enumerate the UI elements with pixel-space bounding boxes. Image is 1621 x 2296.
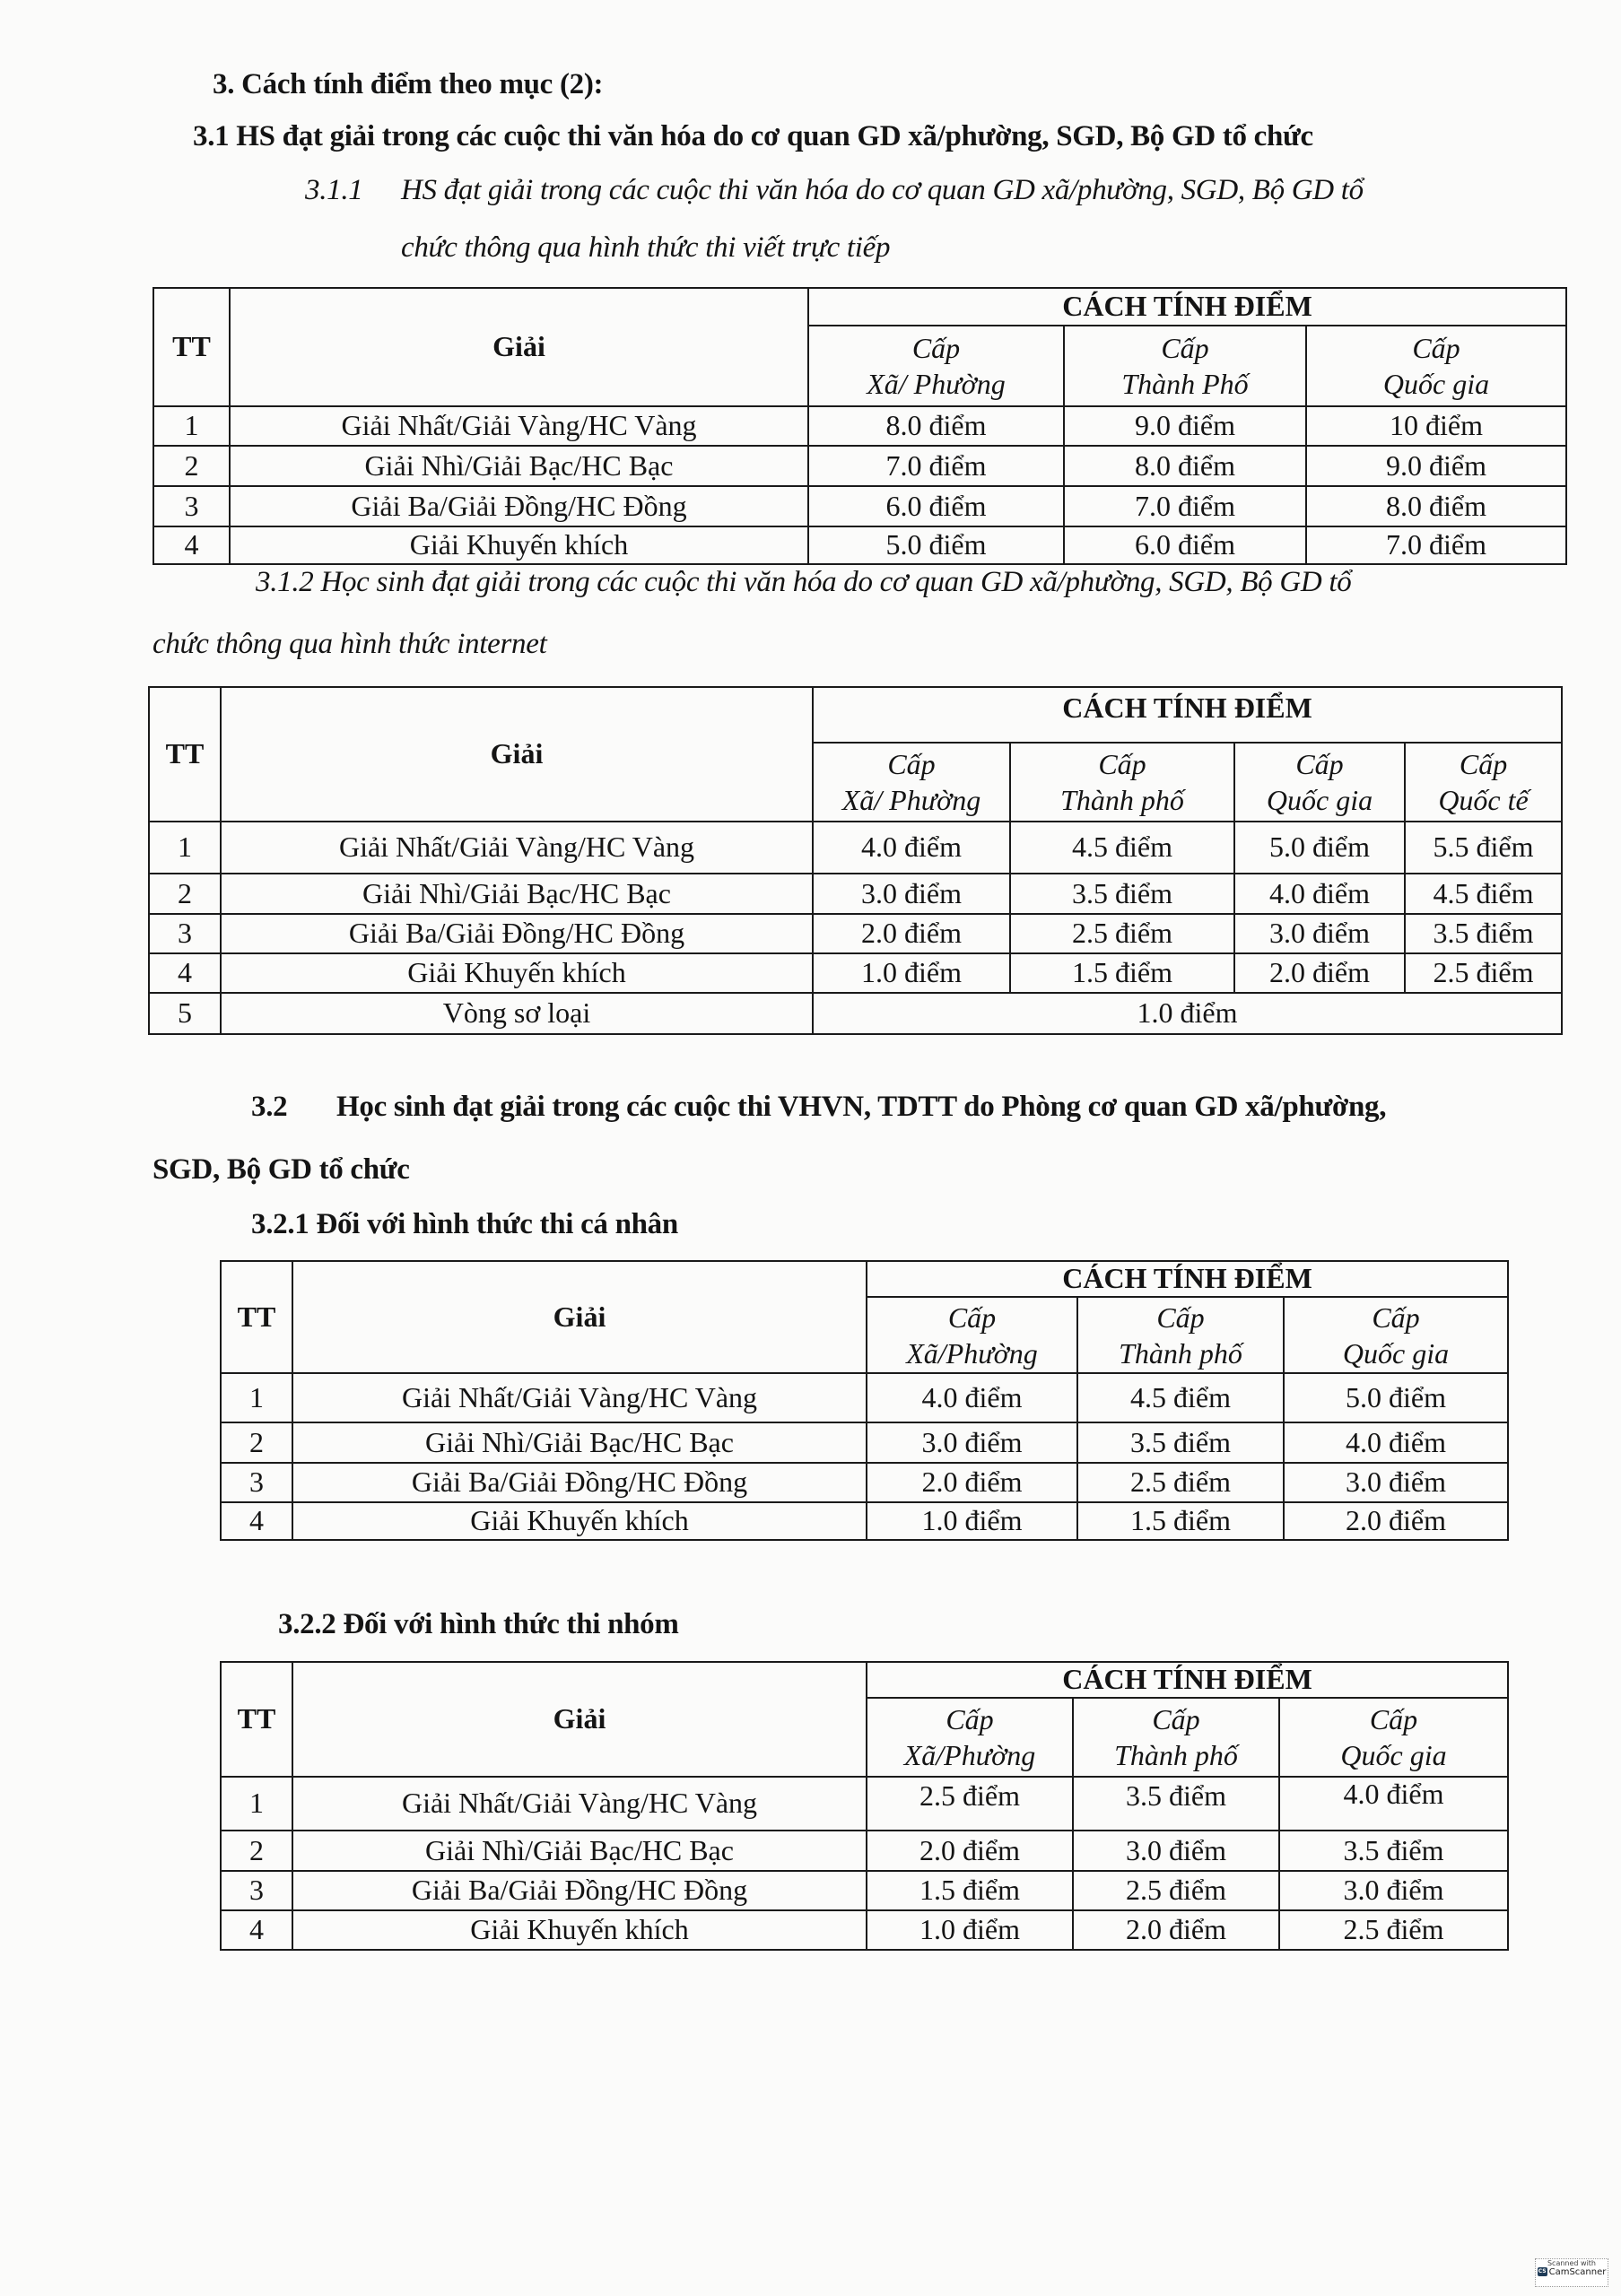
score-cell: 1.0 điểm (867, 1910, 1073, 1950)
row-prize: Giải Nhất/Giải Vàng/HC Vàng (292, 1373, 867, 1422)
score-cell: 3.5 điểm (1405, 914, 1562, 953)
col-header-prize: Giải (221, 687, 813, 822)
section-3-1-1-line1: HS đạt giải trong các cuộc thi văn hóa do cơ quan GD xã/phường, SGD, Bộ GD tổ (401, 174, 1364, 206)
score-cell: 2.0 điểm (1073, 1910, 1279, 1950)
score-cell: 2.5 điểm (867, 1777, 1073, 1831)
score-cell: 5.0 điểm (808, 526, 1064, 564)
score-cell: 4.0 điểm (813, 822, 1010, 874)
col-header-prize: Giải (292, 1261, 867, 1373)
score-cell: 2.0 điểm (1284, 1502, 1508, 1540)
table-3-1-2 (148, 686, 1563, 1035)
score-cell: 3.0 điểm (813, 874, 1010, 914)
section-3-1-heading: 3.1 HS đạt giải trong các cuộc thi văn hóa do cơ quan GD xã/phường, SGD, Bộ GD tổ chức (193, 120, 1313, 152)
level-header-commune: Cấp Xã/ Phường (808, 326, 1064, 406)
score-cell: 2.0 điểm (867, 1463, 1077, 1502)
score-cell: 2.5 điểm (1010, 914, 1234, 953)
section-3-2-2-heading: 3.2.2 Đối với hình thức thi nhóm (278, 1608, 679, 1640)
row-tt: 3 (153, 486, 230, 526)
score-cell: 4.0 điểm (1284, 1422, 1508, 1463)
row-tt: 1 (149, 822, 221, 874)
col-header-tt: TT (149, 687, 221, 822)
score-cell: 6.0 điểm (1064, 526, 1306, 564)
score-cell: 3.5 điểm (1010, 874, 1234, 914)
score-cell: 2.5 điểm (1279, 1910, 1508, 1950)
section-3-1-1-number: 3.1.1 (305, 174, 363, 206)
score-cell: 4.0 điểm (1279, 1777, 1508, 1831)
row-tt: 4 (153, 526, 230, 564)
section-3-1-1-line2: chức thông qua hình thức thi viết trực tiếp (401, 231, 891, 264)
row-prize: Giải Khuyến khích (292, 1502, 867, 1540)
col-header-prize: Giải (230, 288, 808, 406)
table-row (153, 446, 1566, 486)
table-row (153, 526, 1566, 564)
section-3-1-2-line2: chức thông qua hình thức internet (153, 628, 547, 660)
table-row (221, 1422, 1508, 1463)
score-cell: 5.0 điểm (1284, 1373, 1508, 1422)
table-row (221, 1373, 1508, 1422)
level-header-city: Cấp Thành phố (1010, 743, 1234, 822)
score-cell: 1.0 điểm (813, 953, 1010, 993)
score-cell: 2.5 điểm (1077, 1463, 1284, 1502)
row-prize: Giải Nhất/Giải Vàng/HC Vàng (292, 1777, 867, 1831)
group-header-score: CÁCH TÍNH ĐIỂM (867, 1662, 1508, 1698)
row-prize: Giải Khuyến khích (292, 1910, 867, 1950)
score-cell: 10 điểm (1306, 406, 1566, 446)
score-cell: 9.0 điểm (1064, 406, 1306, 446)
level-header-national: Cấp Quốc gia (1234, 743, 1405, 822)
table-row (149, 953, 1562, 993)
table-3-2-2 (220, 1661, 1509, 1951)
score-cell: 8.0 điểm (1306, 486, 1566, 526)
score-cell: 1.0 điểm (867, 1502, 1077, 1540)
score-cell: 4.5 điểm (1010, 822, 1234, 874)
score-cell: 3.0 điểm (1279, 1871, 1508, 1910)
score-cell: 2.0 điểm (867, 1831, 1073, 1871)
row-tt: 2 (153, 446, 230, 486)
score-cell: 5.0 điểm (1234, 822, 1405, 874)
score-cell: 3.5 điểm (1073, 1777, 1279, 1831)
camscanner-watermark (1535, 2258, 1608, 2287)
table-row (149, 874, 1562, 914)
level-header-city: Cấp Thành Phố (1064, 326, 1306, 406)
section-3-2-line1: Học sinh đạt giải trong các cuộc thi VHVN, TDTT do Phòng cơ quan GD xã/phường, (336, 1091, 1387, 1123)
table-3-1-1 (153, 287, 1567, 565)
row-tt: 5 (149, 993, 221, 1034)
score-cell: 3.0 điểm (1234, 914, 1405, 953)
score-cell: 3.5 điểm (1077, 1422, 1284, 1463)
row-prize: Giải Ba/Giải Đồng/HC Đồng (292, 1871, 867, 1910)
row-prize: Giải Ba/Giải Đồng/HC Đồng (292, 1463, 867, 1502)
table-3-2-1 (220, 1260, 1509, 1541)
score-cell: 1.5 điểm (1077, 1502, 1284, 1540)
table-row (153, 406, 1566, 446)
row-tt: 1 (221, 1373, 292, 1422)
score-cell: 8.0 điểm (808, 406, 1064, 446)
level-header-national: Cấp Quốc gia (1284, 1297, 1508, 1373)
row-prize: Giải Nhì/Giải Bạc/HC Bạc (292, 1422, 867, 1463)
score-cell: 1.5 điểm (867, 1871, 1073, 1910)
score-cell: 7.0 điểm (808, 446, 1064, 486)
level-header-city: Cấp Thành phố (1077, 1297, 1284, 1373)
score-cell: 3.0 điểm (1284, 1463, 1508, 1502)
group-header-score: CÁCH TÍNH ĐIỂM (867, 1261, 1508, 1297)
section-3-1-2-line1: 3.1.2 Học sinh đạt giải trong các cuộc thi văn hóa do cơ quan GD xã/phường, SGD, Bộ GD tổ (256, 566, 1352, 598)
watermark-line2: CamScanner (1548, 2267, 1607, 2277)
score-cell: 6.0 điểm (808, 486, 1064, 526)
score-cell: 2.0 điểm (1234, 953, 1405, 993)
col-header-tt: TT (221, 1261, 292, 1373)
level-header-commune: Cấp Xã/Phường (867, 1698, 1073, 1777)
level-header-national: Cấp Quốc gia (1306, 326, 1566, 406)
group-header-score: CÁCH TÍNH ĐIỂM (813, 687, 1562, 743)
section-3-2-line2: SGD, Bộ GD tổ chức (153, 1153, 410, 1186)
camscanner-logo-icon: CS (1538, 2268, 1547, 2274)
row-tt: 4 (221, 1910, 292, 1950)
section-3-2-1-heading: 3.2.1 Đối với hình thức thi cá nhân (251, 1208, 678, 1240)
score-cell: 5.5 điểm (1405, 822, 1562, 874)
section-3-heading: 3. Cách tính điểm theo mục (2): (213, 68, 604, 100)
col-header-prize: Giải (292, 1662, 867, 1777)
level-header-commune: Cấp Xã/ Phường (813, 743, 1010, 822)
col-header-tt: TT (153, 288, 230, 406)
level-header-national: Cấp Quốc gia (1279, 1698, 1508, 1777)
row-prize: Giải Khuyến khích (221, 953, 813, 993)
row-prize: Giải Nhì/Giải Bạc/HC Bạc (221, 874, 813, 914)
score-cell: 4.0 điểm (1234, 874, 1405, 914)
row-prize: Giải Nhì/Giải Bạc/HC Bạc (230, 446, 808, 486)
score-cell: 2.5 điểm (1405, 953, 1562, 993)
level-header-commune: Cấp Xã/Phường (867, 1297, 1077, 1373)
row-prize: Giải Nhất/Giải Vàng/HC Vàng (221, 822, 813, 874)
score-cell: 2.5 điểm (1073, 1871, 1279, 1910)
table-row (221, 1871, 1508, 1910)
score-cell: 7.0 điểm (1064, 486, 1306, 526)
level-header-international: Cấp Quốc tế (1405, 743, 1562, 822)
row-prize: Vòng sơ loại (221, 993, 813, 1034)
table-row (221, 1777, 1508, 1831)
row-tt: 3 (221, 1871, 292, 1910)
score-cell: 3.0 điểm (1073, 1831, 1279, 1871)
row-tt: 4 (149, 953, 221, 993)
row-tt: 3 (149, 914, 221, 953)
score-cell: 7.0 điểm (1306, 526, 1566, 564)
row-tt: 3 (221, 1463, 292, 1502)
col-header-tt: TT (221, 1662, 292, 1777)
row-prize: Giải Khuyến khích (230, 526, 808, 564)
watermark-line1: Scanned with (1547, 2259, 1597, 2267)
row-tt: 2 (221, 1831, 292, 1871)
row-tt: 2 (221, 1422, 292, 1463)
score-cell: 8.0 điểm (1064, 446, 1306, 486)
table-row (221, 1463, 1508, 1502)
table-row (221, 1502, 1508, 1540)
score-cell: 4.5 điểm (1405, 874, 1562, 914)
group-header-score: CÁCH TÍNH ĐIỂM (808, 288, 1566, 326)
row-prize: Giải Ba/Giải Đồng/HC Đồng (221, 914, 813, 953)
row-tt: 1 (153, 406, 230, 446)
merged-score-cell: 1.0 điểm (813, 993, 1562, 1034)
table-row (149, 914, 1562, 953)
row-prize: Giải Nhì/Giải Bạc/HC Bạc (292, 1831, 867, 1871)
level-header-city: Cấp Thành phố (1073, 1698, 1279, 1777)
score-cell: 3.5 điểm (1279, 1831, 1508, 1871)
row-prize: Giải Nhất/Giải Vàng/HC Vàng (230, 406, 808, 446)
table-row (221, 1831, 1508, 1871)
score-cell: 2.0 điểm (813, 914, 1010, 953)
score-cell: 4.5 điểm (1077, 1373, 1284, 1422)
table-row (153, 486, 1566, 526)
table-row (149, 822, 1562, 874)
row-tt: 2 (149, 874, 221, 914)
score-cell: 3.0 điểm (867, 1422, 1077, 1463)
section-3-2-number: 3.2 (251, 1091, 288, 1123)
score-cell: 9.0 điểm (1306, 446, 1566, 486)
row-tt: 1 (221, 1777, 292, 1831)
row-prize: Giải Ba/Giải Đồng/HC Đồng (230, 486, 808, 526)
table-row (221, 1910, 1508, 1950)
score-cell: 1.5 điểm (1010, 953, 1234, 993)
table-row (149, 993, 1562, 1034)
score-cell: 4.0 điểm (867, 1373, 1077, 1422)
row-tt: 4 (221, 1502, 292, 1540)
